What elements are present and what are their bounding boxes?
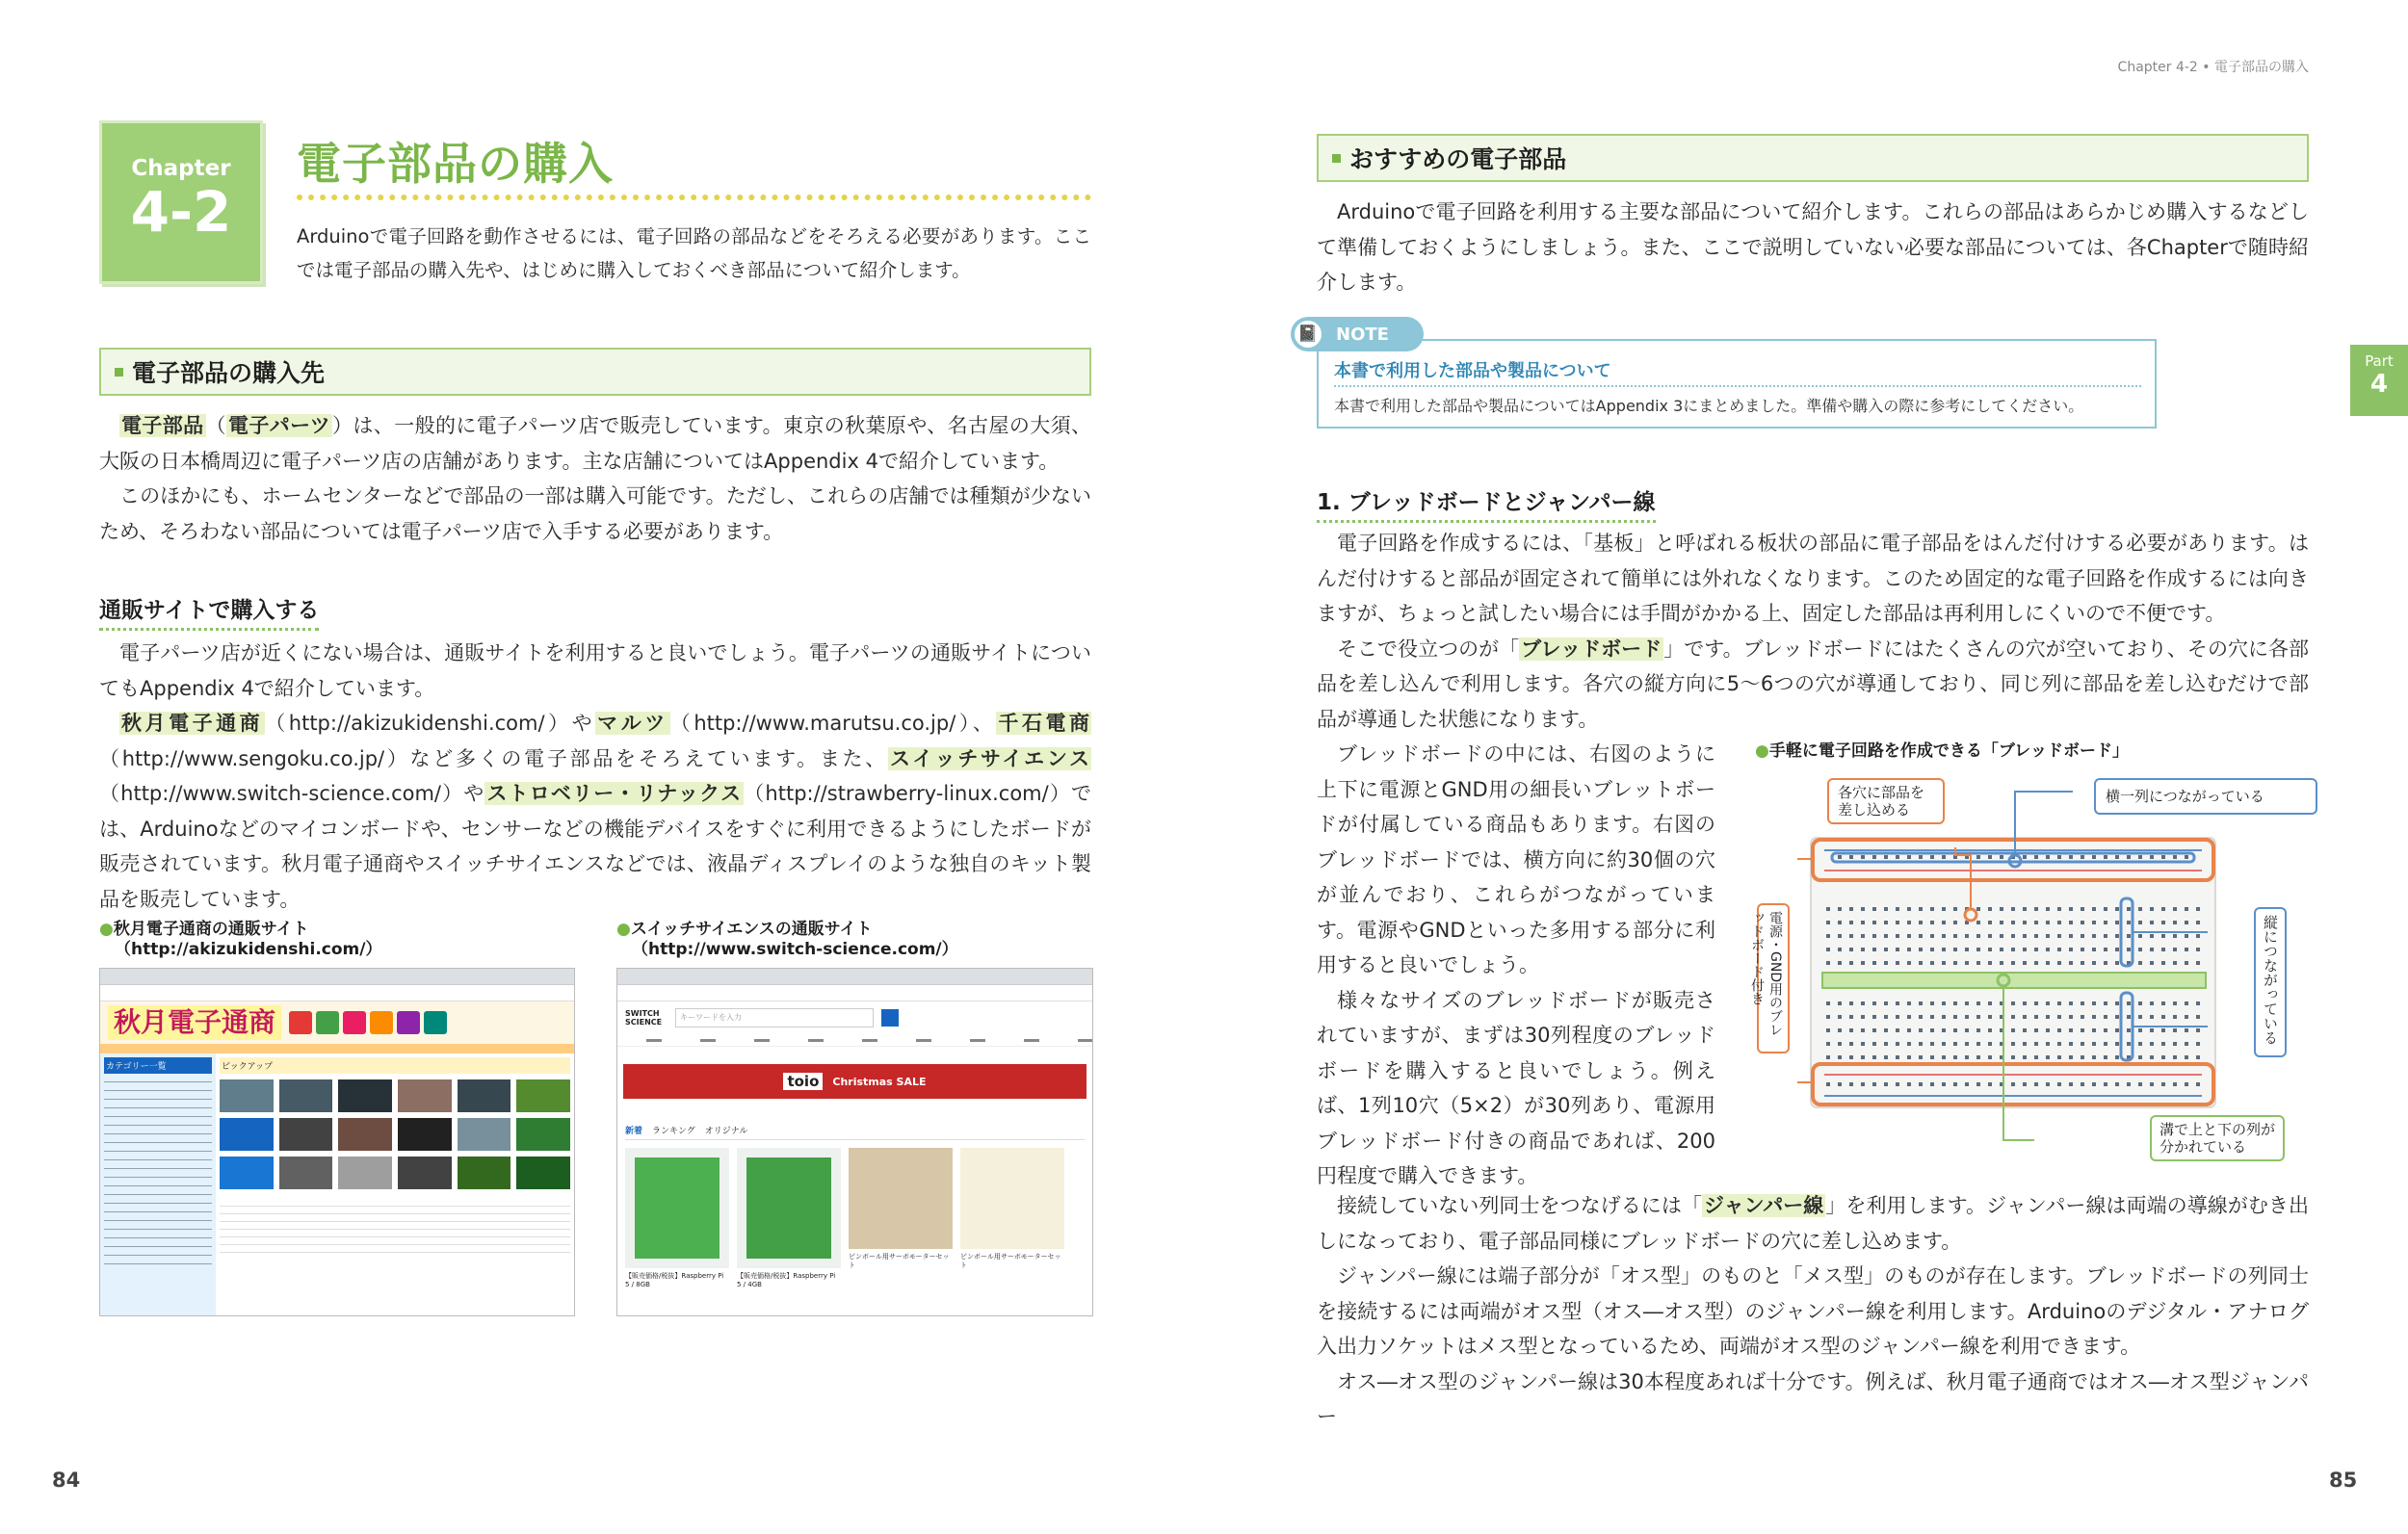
akizuki-category-icons	[289, 1011, 447, 1034]
mail-order-body	[99, 636, 1091, 917]
breadboard-lower	[1317, 1188, 2309, 1435]
chapter-title-underline	[297, 195, 1091, 200]
akizuki-sidebar	[100, 1053, 216, 1315]
breadboard-paragraph6: ジャンパー線には端子部分が「オス型」のものと「メス型」のものが存在します。ブレッドボードの列同士を接続するには両端がオス型（オス―オス型）のジャンパー線を利用します。Arduinoのデジタル・アナログ入出力ソケットはメス型となっているため、両端がオス型のジャンパー線を利用できます。	[1317, 1264, 2309, 1358]
tab-new: 新着	[625, 1127, 643, 1136]
breadboard-figure	[1749, 770, 2312, 1156]
chapter-badge	[99, 120, 263, 284]
christmas-sale-banner: toio Christmas SALE	[623, 1064, 1086, 1099]
running-header: Chapter 4-2 • 電子部品の購入	[2117, 60, 2309, 75]
breadboard-paragraph7: オス―オス型のジャンパー線は30本程度あれば十分です。例えば、秋月電子通商ではオス―オス型ジャンパー	[1317, 1369, 2309, 1428]
callout-groove: 溝で上と下の列が分かれている	[2150, 1115, 2285, 1161]
callout-power-gnd: 電源・GND用のブレッドボード付き	[1757, 903, 1790, 1053]
page-number-left: 84	[52, 1469, 81, 1492]
mail-order-paragraph2: 秋月電子通商（http://akizukidenshi.com/）やマルツ（http://www.marutsu.co.jp/）、千石電商（http://www.sengoku.co.jp/）など多くの電子部品をそろえています。また、スイッチサイエンス（http://www.switch-science.com/）やストロベリー・リナックス（http://strawberry-linux.com/）では、Arduinoなどのマイコンボードや、センサーなどの機能デバイスをすぐに利用できるようにしたボードが販売されています。秋月電子通商やスイッチサイエンスなどでは、液晶ディスプレイのような独自のキット製品を販売しています。	[99, 712, 1092, 911]
switch-science-screenshot	[616, 968, 1093, 1316]
section2-body	[1317, 195, 2309, 300]
section-heading-purchase: 電子部品の購入先	[99, 348, 1091, 396]
tab-original: オリジナル	[704, 1127, 748, 1136]
product-card: 【販売価格/税抜】Raspberry Pi 5 / 4GB	[737, 1148, 841, 1289]
note-title: 本書で利用した部品や製品について	[1334, 357, 2141, 387]
section1-paragraph2: このほかにも、ホームセンターなどで部品の一部は購入可能です。ただし、これらの店舗では種類が少ないため、そろわない部品については電子パーツ店で入手する必要があります。	[99, 484, 1091, 543]
chapter-title: 電子部品の購入	[297, 138, 614, 190]
akizuki-products	[216, 1053, 574, 1315]
figure1-caption: ●秋月電子通商の通販サイト （http://akizukidenshi.com/）	[99, 920, 382, 959]
page-number-right: 85	[2329, 1469, 2358, 1492]
note-body: 本書で利用した部品や製品についてはAppendix 3にまとめました。準備や購入の際に参考にしてください。	[1334, 397, 2084, 415]
callout-vertical-connected: 縦につながっている	[2254, 907, 2287, 1057]
switch-science-logo: SWITCH SCIENCE	[625, 1009, 663, 1027]
akizuki-site-name: 秋月電子通商	[108, 1005, 281, 1040]
part-side-tab	[2350, 345, 2408, 416]
chapter-number: 4-2	[130, 179, 232, 245]
breadboard-side-text	[1317, 737, 1715, 1194]
breadboard-intro	[1317, 526, 2309, 737]
bullet-square-icon	[1332, 154, 1341, 163]
caption-bullet-icon: ●	[99, 920, 114, 939]
chapter-intro: Arduinoで電子回路を動作させるには、電子回路の部品などをそろえる必要があります。ここでは電子部品の購入先や、はじめに購入しておくべき部品について紹介します。	[297, 225, 1091, 281]
caption-bullet-icon: ●	[1755, 741, 1769, 761]
section-heading-recommended: おすすめの電子部品	[1317, 134, 2309, 182]
browser-tabbar	[100, 969, 574, 985]
tab-ranking: ランキング	[652, 1127, 695, 1136]
breadboard-illustration	[1755, 770, 2312, 1151]
breadboard-paragraph3: ブレッドボードの中には、右図のように上下に電源とGND用の細長いブレットボードが付属している商品もあります。右図のブレッドボードでは、横方向に約30個の穴が並んでおり、これらがつながっています。電源やGNDといった多用する部分に利用すると良いでしょう。	[1317, 742, 1715, 976]
breadboard-heading: 1. ブレッドボードとジャンパー線	[1317, 484, 1656, 523]
akizuki-products-title: ピックアップ	[220, 1057, 570, 1074]
breadboard-paragraph2: そこで役立つのが「ブレッドボード」です。ブレッドボードにはたくさんの穴が空いており、その穴に各部品を差し込んで利用します。各穴の縦方向に5～6つの穴が導通しており、同じ列に部品を差し込むだけで部品が導通した状態になります。	[1317, 637, 2310, 731]
callout-holes: 各穴に部品を差し込める	[1827, 778, 1945, 824]
chapter-label: Chapter	[131, 156, 231, 181]
breadboard-paragraph1: 電子回路を作成するには、「基板」と呼ばれる板状の部品に電子部品をはんだ付けする必要があります。はんだ付けすると部品が固定されて簡単には外れなくなります。このため固定的な電子回路を作成するには向きますが、ちょっと試したい場合には手間がかかる上、固定した部品は再利用しにくいので不便です。	[1317, 532, 2309, 625]
mail-order-paragraph1: 電子パーツ店が近くにない場合は、通販サイトを利用すると良いでしょう。電子パーツの通販サイトについてもAppendix 4で紹介しています。	[99, 641, 1091, 700]
part-label: Part	[2365, 352, 2394, 370]
note-label: NOTE	[1336, 324, 1389, 345]
product-card: ピンボール用サーボモーターセット	[849, 1148, 953, 1289]
product-card: ピンボール用サーボモーターセット	[960, 1148, 1064, 1289]
breadboard-paragraph4: 様々なサイズのブレッドボードが販売されていますが、まずは30列程度のブレッドボードを購入すると良いでしょう。例えば、1列10穴（5×2）が30列あり、電源用ブレッドボード付きの商品であれば、200円程度で購入できます。	[1317, 988, 1715, 1187]
mail-order-heading: 通販サイトで購入する	[99, 592, 319, 631]
note-tab	[1291, 317, 1424, 351]
akizuki-sidebar-title: カテゴリー一覧	[104, 1057, 212, 1074]
part-number: 4	[2369, 370, 2389, 399]
browser-addressbar	[100, 985, 574, 1001]
product-card: 【販売価格/税抜】Raspberry Pi 5 / 8GB	[625, 1148, 729, 1289]
bullet-square-icon	[115, 368, 123, 377]
section2-paragraph1: Arduinoで電子回路を利用する主要な部品について紹介します。これらの部品はあらかじめ購入するなどして準備しておくようにしましょう。また、ここで説明していない必要な部品については、各Chapterで随時紹介します。	[1317, 200, 2309, 294]
callout-row-connected: 横一列につながっている	[2094, 778, 2317, 815]
figure2-caption: ●スイッチサイエンスの通販サイト （http://www.switch-science.com/）	[616, 920, 958, 959]
breadboard-figure-caption: ●手軽に電子回路を作成できる「ブレッドボード」	[1755, 741, 2129, 761]
search-icon	[881, 1009, 899, 1027]
section1-body	[99, 408, 1091, 549]
section1-paragraph1: 電子部品（電子パーツ）は、一般的に電子パーツ店で販売しています。東京の秋葉原や、名古屋の大須、大阪の日本橋周辺に電子パーツ店の店舗があります。主な店舗についてはAppendix 4で紹介しています。	[99, 414, 1091, 473]
akizuki-screenshot	[99, 968, 575, 1316]
switch-science-search: キーワードを入力	[675, 1008, 874, 1027]
note-box	[1317, 339, 2157, 429]
note-icon: 📓	[1292, 318, 1324, 351]
breadboard-paragraph5: 接続していない列同士をつなげるには「ジャンパー線」を利用します。ジャンパー線は両端の導線がむき出しになっており、電子部品同様にブレッドボードの穴に差し込めます。	[1317, 1194, 2309, 1253]
caption-bullet-icon: ●	[616, 920, 631, 939]
